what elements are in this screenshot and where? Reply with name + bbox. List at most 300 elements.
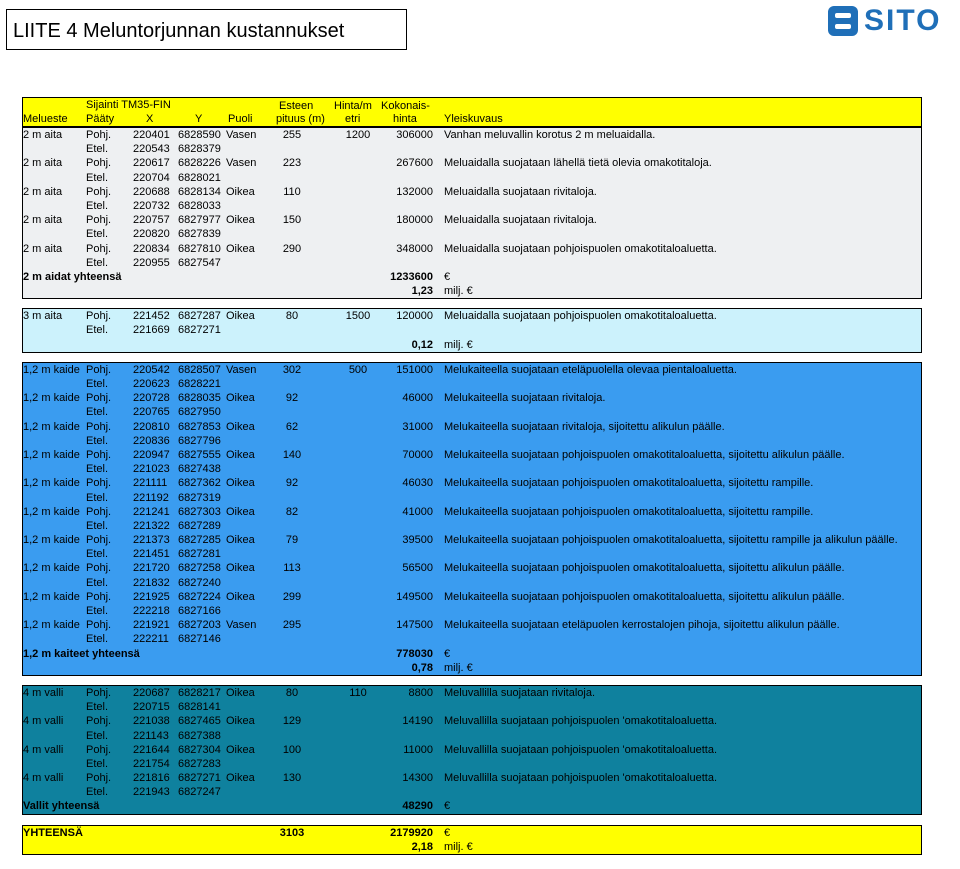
table-row [23, 199, 921, 213]
title-box [6, 9, 407, 50]
cell-4: Oikea [226, 505, 255, 518]
cell-3: 6828134 [178, 185, 221, 198]
header-y: Y [195, 113, 203, 125]
table-row [23, 434, 921, 448]
table-row [23, 519, 921, 533]
cell-1: Etel. [86, 548, 109, 561]
cell-5: 100 [282, 743, 302, 756]
table-row [23, 156, 921, 170]
cell-1: Pohj. [86, 505, 112, 518]
cell-1: Pohj. [86, 619, 112, 632]
cell-7: 14300 [402, 772, 433, 785]
logo-text: SITO [864, 4, 942, 37]
cell-0: 1,2 m kaide [23, 392, 80, 405]
cell-7: 31000 [402, 420, 433, 433]
table-row [23, 743, 921, 757]
cell-1: Etel. [86, 605, 109, 617]
cell-5: 299 [282, 590, 302, 603]
cell-8: Meluaidalla suojataan pohjoispuolen omakotitaloaluetta. [444, 310, 717, 323]
cell-3: 6827287 [178, 310, 221, 323]
cell-8: Meluvallilla suojataan pohjoispuolen 'omakotitaloaluetta. [444, 715, 717, 728]
section-s3 [22, 308, 922, 353]
header-hinta: hinta [393, 113, 417, 125]
table-header [22, 97, 922, 127]
cell-4: Oikea [226, 715, 255, 728]
total-unit: milj. € [444, 661, 473, 674]
total-row [23, 338, 921, 352]
cell-5: 223 [282, 157, 302, 170]
cell-4: Oikea [226, 420, 255, 433]
cell-1: Etel. [86, 701, 109, 714]
cell-3: 6827271 [178, 772, 221, 785]
cell-7: 132000 [396, 185, 433, 198]
cell-0: 4 m valli [23, 686, 64, 699]
table-row [23, 405, 921, 419]
total-row [23, 647, 921, 661]
cell-5: 129 [282, 715, 302, 728]
grand-value-milj: 2,18 [411, 840, 433, 853]
cell-2: 221754 [133, 757, 170, 770]
cell-4: Oikea [226, 534, 255, 547]
cell-0: 4 m valli [23, 743, 64, 756]
cell-8: Melukaiteella suojataan pohjoispuolen omakotitaloaluetta, sijoitettu rampille ja alikulun päälle. [444, 534, 898, 547]
table-row [23, 714, 921, 728]
cell-0: 1,2 m kaide [23, 420, 80, 433]
cell-7: 46000 [402, 392, 433, 405]
header-esteen: Esteen [279, 100, 314, 112]
cell-5: 79 [285, 534, 299, 547]
cell-8: Melukaiteella suojataan pohjoispuolen omakotitaloaluetta, sijoitettu alikulun päälle. [444, 590, 845, 603]
total-unit: milj. € [444, 285, 473, 298]
cell-3: 6828021 [178, 171, 221, 184]
cell-6: 110 [349, 686, 367, 699]
grand-label: YHTEENSÄ [23, 826, 83, 839]
cell-1: Etel. [86, 406, 109, 419]
cell-1: Etel. [86, 576, 109, 589]
cell-4: Oikea [226, 214, 255, 227]
cell-2: 221373 [133, 534, 170, 547]
cell-1: Pohj. [86, 185, 112, 198]
table-row [23, 448, 921, 462]
cell-2: 220715 [133, 701, 170, 714]
cell-1: Pohj. [86, 363, 112, 376]
cell-4: Vasen [226, 363, 257, 376]
cell-4: Oikea [226, 562, 255, 575]
cell-5: 295 [282, 619, 302, 632]
cell-3: 6827853 [178, 420, 221, 433]
table-row [23, 420, 921, 434]
table-row [23, 561, 921, 575]
cell-5: 150 [282, 214, 302, 227]
cell-1: Etel. [86, 729, 109, 742]
table-row [23, 505, 921, 519]
total-label: Vallit yhteensä [23, 800, 100, 813]
table-row [23, 771, 921, 785]
cell-7: 11000 [403, 743, 433, 756]
total-label: 2 m aidat yhteensä [23, 270, 122, 283]
table-row [23, 242, 921, 256]
cell-7: 267600 [396, 157, 433, 170]
cell-2: 221720 [133, 562, 170, 575]
grand-value: 2179920 [390, 826, 433, 839]
cell-1: Pohj. [86, 392, 112, 405]
cell-2: 220810 [133, 420, 170, 433]
table-row [23, 618, 921, 632]
cell-7: 56500 [402, 562, 433, 575]
cell-3: 6827950 [178, 406, 221, 419]
cell-3: 6827555 [178, 448, 221, 461]
table-row [23, 686, 921, 700]
cell-1: Pohj. [86, 772, 112, 785]
cell-2: 221143 [133, 729, 169, 742]
cell-7: 147500 [396, 619, 433, 632]
table-row [23, 576, 921, 590]
cell-1: Pohj. [86, 477, 112, 490]
cell-1: Etel. [86, 378, 109, 390]
cell-4: Oikea [226, 477, 255, 490]
cell-0: 4 m valli [23, 772, 64, 785]
header-x: X [146, 113, 154, 125]
cell-8: Melukaiteella suojataan pohjoispuolen omakotitaloaluetta, sijoitettu rampille. [444, 477, 814, 490]
cell-8: Melukaiteella suojataan pohjoispuolen omakotitaloaluetta, sijoitettu rampille. [444, 505, 814, 518]
grand-unit: € [444, 826, 451, 839]
grand-total-row [23, 826, 921, 840]
total-value: 0,78 [411, 661, 433, 674]
cell-7: 180000 [396, 214, 433, 227]
cell-0: 2 m aita [23, 242, 63, 255]
total-value: 1,23 [411, 285, 433, 298]
cell-1: Pohj. [86, 420, 112, 433]
cell-4: Oikea [226, 448, 255, 461]
cell-8: Melukaiteella suojataan rivitaloja. [444, 392, 606, 405]
cell-6: 1500 [345, 310, 371, 323]
cell-2: 222218 [133, 605, 170, 617]
cell-3: 6828221 [178, 378, 221, 390]
cell-2: 220732 [133, 199, 170, 212]
cell-1: Pohj. [86, 715, 112, 728]
cell-2: 221669 [133, 324, 170, 337]
section-s4 [22, 362, 922, 676]
cell-5: 302 [282, 363, 302, 376]
grand-total-row-2 [23, 840, 921, 854]
table-row [23, 309, 921, 323]
cell-1: Etel. [86, 463, 109, 476]
header-puoli: Puoli [228, 113, 253, 125]
cell-3: 6828141 [178, 701, 221, 714]
cell-8: Vanhan meluvallin korotus 2 m meluaidalla. [444, 129, 656, 141]
cell-2: 220623 [133, 378, 170, 390]
cell-2: 221241 [133, 505, 170, 518]
cell-3: 6827304 [178, 743, 221, 756]
table-row [23, 785, 921, 799]
cell-3: 6827465 [178, 715, 221, 728]
cell-2: 221038 [133, 715, 170, 728]
cell-3: 6827283 [178, 757, 221, 770]
cell-6: 1200 [345, 129, 371, 141]
cell-4: Vasen [226, 129, 257, 141]
cell-2: 220704 [133, 171, 170, 184]
cell-3: 6827839 [178, 228, 221, 241]
cell-4: Oikea [226, 743, 255, 756]
cell-1: Etel. [86, 434, 109, 447]
cell-3: 6827281 [178, 548, 221, 561]
cell-3: 6827319 [178, 491, 221, 504]
table-row [23, 171, 921, 185]
cell-2: 221816 [133, 772, 170, 785]
cell-2: 221921 [133, 619, 170, 632]
cell-2: 221111 [133, 477, 168, 490]
cell-2: 220617 [133, 157, 170, 170]
cell-2: 220687 [133, 686, 170, 699]
cell-5: 80 [285, 686, 299, 699]
header-melueste: Melueste [23, 113, 68, 125]
cell-2: 222211 [133, 633, 169, 646]
cell-3: 6828379 [178, 143, 221, 156]
cell-7: 151000 [396, 363, 433, 376]
cell-3: 6827362 [178, 477, 221, 490]
cell-3: 6827203 [178, 619, 221, 632]
total-unit: € [444, 270, 451, 283]
cell-2: 220836 [133, 434, 170, 447]
total-value: 1233600 [390, 270, 433, 283]
cell-3: 6828226 [178, 157, 221, 170]
table-row [23, 227, 921, 241]
cell-5: 62 [285, 420, 299, 433]
cell-0: 1,2 m kaide [23, 477, 80, 490]
cell-3: 6827247 [178, 786, 221, 799]
cell-3: 6828507 [178, 363, 221, 376]
cell-1: Pohj. [86, 534, 112, 547]
table-row [23, 128, 921, 142]
cell-8: Meluaidalla suojataan lähellä tietä olevia omakotitaloja. [444, 157, 712, 170]
cell-1: Etel. [86, 171, 109, 184]
table-row [23, 700, 921, 714]
cell-2: 220834 [133, 242, 170, 255]
cell-2: 220947 [133, 448, 170, 461]
header-kokonais: Kokonais- [381, 100, 430, 112]
cell-2: 221943 [133, 786, 170, 799]
cell-2: 221452 [133, 310, 170, 323]
table-row [23, 632, 921, 646]
cost-table [22, 97, 922, 855]
total-value: 0,12 [411, 338, 433, 351]
cell-4: Oikea [226, 242, 255, 255]
cell-0: 4 m valli [23, 715, 64, 728]
cell-7: 46030 [402, 477, 433, 490]
page-title: LIITE 4 Meluntorjunnan kustannukset [13, 20, 345, 42]
total-row [23, 284, 921, 298]
cell-1: Etel. [86, 324, 109, 337]
cell-0: 2 m aita [23, 214, 63, 227]
table-row [23, 142, 921, 156]
cell-4: Vasen [226, 619, 257, 632]
total-row [23, 799, 921, 813]
cell-7: 149500 [396, 590, 433, 603]
cell-3: 6827258 [178, 562, 221, 575]
total-value: 778030 [396, 647, 433, 660]
total-value: 48290 [402, 800, 433, 813]
cell-4: Oikea [226, 772, 255, 785]
table-row [23, 604, 921, 618]
cell-2: 221451 [133, 548, 170, 561]
cell-1: Etel. [86, 757, 109, 770]
cell-3: 6827388 [178, 729, 221, 742]
table-row [23, 757, 921, 771]
cell-7: 70000 [402, 448, 433, 461]
section-gap [22, 815, 922, 825]
cell-1: Etel. [86, 633, 109, 646]
cell-1: Pohj. [86, 448, 112, 461]
cell-2: 221832 [133, 576, 170, 589]
header-hinta-m: Hinta/m [334, 100, 372, 112]
cell-1: Etel. [86, 786, 109, 799]
cell-7: 120000 [396, 310, 433, 323]
cell-2: 221644 [133, 743, 170, 756]
cell-3: 6827146 [178, 633, 221, 646]
cell-2: 220955 [133, 256, 170, 269]
cell-8: Meluaidalla suojataan rivitaloja. [444, 185, 597, 198]
cell-8: Meluvallilla suojataan pohjoispuolen 'omakotitaloaluetta. [444, 772, 717, 785]
cell-5: 255 [282, 129, 302, 141]
cell-5: 92 [285, 392, 299, 405]
cell-3: 6827810 [178, 242, 221, 255]
total-label: 1,2 m kaiteet yhteensä [23, 647, 140, 660]
table-row [23, 729, 921, 743]
header-pituus: pituus (m) [276, 113, 325, 125]
cell-2: 220820 [133, 228, 170, 241]
cell-5: 82 [285, 505, 299, 518]
cell-7: 39500 [402, 534, 433, 547]
cell-0: 3 m aita [23, 310, 63, 323]
cell-1: Etel. [86, 491, 109, 504]
cell-8: Melukaiteella suojataan pohjoispuolen omakotitaloaluetta, sijoitettu alikulun päälle. [444, 448, 845, 461]
cell-1: Pohj. [86, 157, 112, 170]
cell-2: 221322 [133, 519, 170, 532]
cell-3: 6827271 [178, 324, 221, 337]
section-gap [22, 676, 922, 685]
cell-1: Pohj. [86, 242, 112, 255]
cell-8: Melukaiteella suojataan eteläpuolella olevaa pientaloaluetta. [444, 363, 737, 376]
cell-7: 348000 [396, 242, 433, 255]
cell-3: 6827547 [178, 256, 221, 269]
sito-logo [828, 4, 956, 38]
cell-2: 220757 [133, 214, 170, 227]
cell-8: Melukaiteella suojataan eteläpuolen kerrostalojen pihoja, sijoitettu alikulun päälle. [444, 619, 840, 632]
cell-3: 6827166 [178, 605, 221, 617]
table-row [23, 462, 921, 476]
table-row [23, 391, 921, 405]
cell-0: 1,2 m kaide [23, 590, 80, 603]
total-unit: € [444, 647, 451, 660]
cell-1: Etel. [86, 199, 109, 212]
cell-1: Pohj. [86, 562, 112, 575]
cell-2: 220765 [133, 406, 170, 419]
cell-5: 92 [285, 477, 299, 490]
cell-0: 1,2 m kaide [23, 448, 80, 461]
cell-0: 2 m aita [23, 157, 63, 170]
cell-3: 6827285 [178, 534, 221, 547]
cell-3: 6827303 [178, 505, 221, 518]
cell-1: Pohj. [86, 129, 112, 141]
cell-5: 80 [285, 310, 299, 323]
cell-1: Etel. [86, 228, 109, 241]
cell-4: Oikea [226, 686, 255, 699]
grand-length: 3103 [279, 826, 305, 839]
section-grand-total [22, 825, 922, 855]
cell-8: Melukaiteella suojataan pohjoispuolen omakotitaloaluetta, sijoitettu alikulun päälle. [444, 562, 845, 575]
cell-8: Meluvallilla suojataan pohjoispuolen 'omakotitaloaluetta. [444, 743, 717, 756]
section-gap [22, 353, 922, 362]
cell-1: Pohj. [86, 310, 112, 323]
cell-8: Meluaidalla suojataan rivitaloja. [444, 214, 597, 227]
cell-5: 113 [283, 562, 301, 575]
cell-6: 500 [348, 363, 368, 376]
cell-8: Melukaiteella suojataan rivitaloja, sijoitettu alikulun päälle. [444, 420, 725, 433]
cell-3: 6827240 [178, 576, 221, 589]
cell-8: Meluaidalla suojataan pohjoispuolen omakotitaloaluetta. [444, 242, 717, 255]
cell-0: 1,2 m kaide [23, 505, 80, 518]
logo-mark-icon [828, 6, 858, 36]
total-row [23, 270, 921, 284]
cell-2: 220728 [133, 392, 170, 405]
total-unit: € [444, 800, 451, 813]
cell-3: 6827224 [178, 590, 221, 603]
cell-4: Oikea [226, 185, 255, 198]
cell-1: Pohj. [86, 590, 112, 603]
cell-2: 221925 [133, 590, 170, 603]
cell-3: 6828035 [178, 392, 221, 405]
cell-0: 1,2 m kaide [23, 534, 80, 547]
cell-0: 2 m aita [23, 129, 63, 141]
cell-1: Etel. [86, 256, 109, 269]
grand-unit-milj: milj. € [444, 840, 473, 853]
cell-0: 1,2 m kaide [23, 363, 80, 376]
section-s2 [22, 127, 922, 299]
cell-1: Pohj. [86, 214, 112, 227]
cell-3: 6827438 [178, 463, 221, 476]
total-row [23, 661, 921, 675]
table-row [23, 476, 921, 490]
cell-1: Pohj. [86, 743, 112, 756]
cell-7: 8800 [408, 686, 433, 699]
cell-3: 6827977 [178, 214, 221, 227]
cell-0: 2 m aita [23, 185, 63, 198]
cell-7: 306000 [396, 129, 433, 141]
cell-3: 6827289 [178, 519, 221, 532]
cell-2: 220542 [133, 363, 170, 376]
cell-7: 14190 [402, 715, 433, 728]
cell-7: 41000 [402, 505, 433, 518]
cell-2: 220543 [133, 143, 170, 156]
header-paaty: Pääty [86, 113, 115, 125]
cell-2: 220688 [133, 185, 170, 198]
table-row [23, 363, 921, 377]
table-row [23, 185, 921, 199]
table-row [23, 533, 921, 547]
cell-2: 221023 [133, 463, 170, 476]
table-row [23, 213, 921, 227]
cell-5: 110 [283, 185, 301, 198]
cell-1: Etel. [86, 143, 109, 156]
section-gap [22, 299, 922, 308]
table-row [23, 491, 921, 505]
cell-4: Vasen [226, 157, 257, 170]
cell-8: Meluvallilla suojataan rivitaloja. [444, 686, 596, 699]
cell-4: Oikea [226, 310, 255, 323]
total-unit: milj. € [444, 338, 473, 351]
cell-3: 6828217 [178, 686, 221, 699]
table-row [23, 323, 921, 337]
